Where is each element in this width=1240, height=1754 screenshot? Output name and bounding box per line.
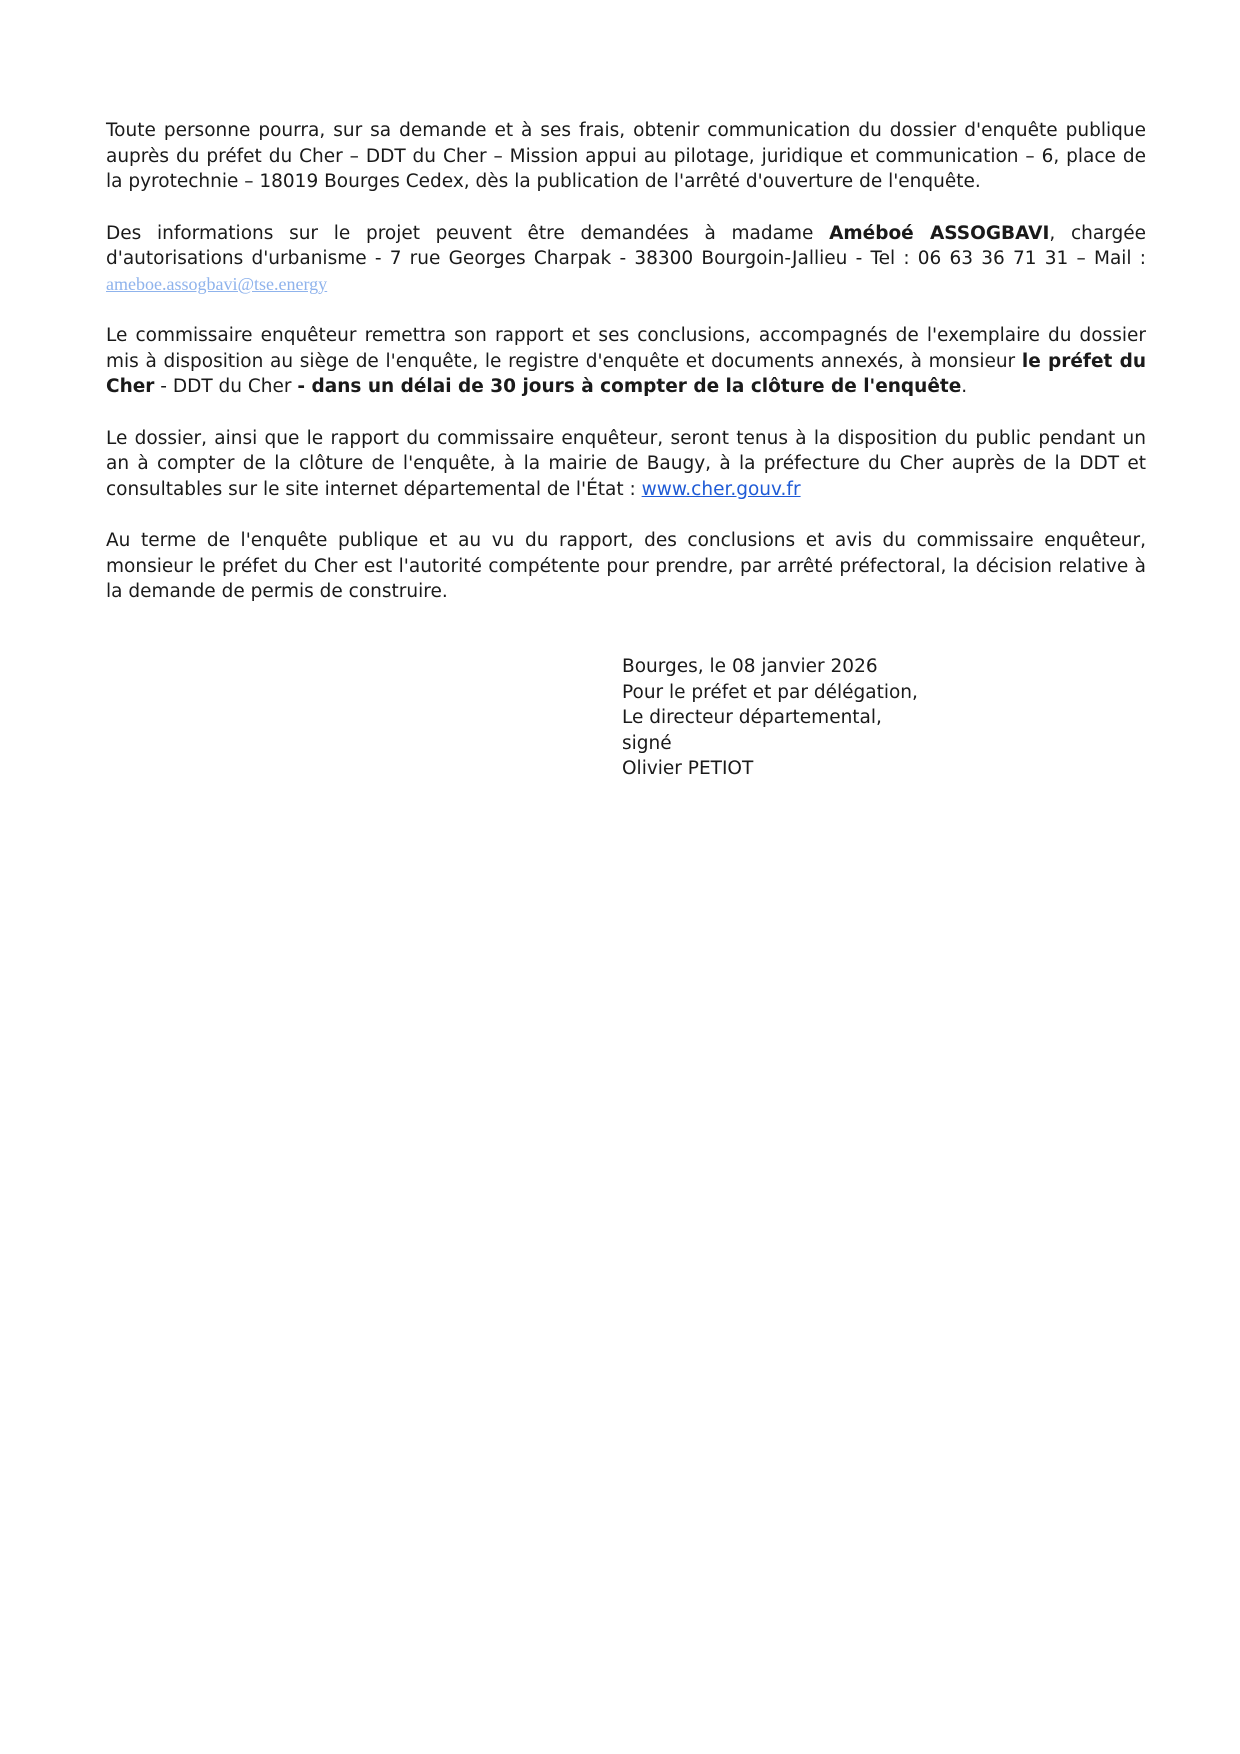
prefect-bold: le préfet du Cher	[106, 350, 1146, 397]
contact-details: , chargée d'autorisations d'urbanisme - 7 rue Georges Charpak - 38300 Bourgoin-Jallieu - Tel : 06 63 36 71 31 – Mail :	[106, 222, 1146, 269]
website-link[interactable]: www.cher.gouv.fr	[641, 478, 801, 500]
availability-text: Le dossier, ainsi que le rapport du commissaire enquêteur, seront tenus à la disposition du public pendant un an à compter de la clôture de l'enquête, à la mairie de Baugy, à la préfecture du Cher auprès de la DDT et consultables sur le site internet départemental de l'État :	[106, 427, 1146, 500]
ddt-text: - DDT du Cher	[154, 376, 298, 397]
signature-delegation: Pour le préfet et par délégation,	[622, 681, 918, 703]
decision-text: Au terme de l'enquête publique et au vu du rapport, des conclusions et avis du commissaire enquêteur, monsieur le préfet du Cher est l'autorité compétente pour prendre, par arrêté préfectoral, la décision relative à la demande de permis de construire.	[106, 530, 1146, 602]
paragraph-public-availability	[106, 426, 1146, 503]
paragraph-text: Toute personne pourra, sur sa demande et à ses frais, obtenir communication du dossier d'enquête publique auprès du préfet du Cher – DDT du Cher – Mission appui au pilotage, juridique et communication – 6, place de la pyrotechnie – 18019 Bourges Cedex, dès la publication de l'arrêté d'ouverture de l'enquête.	[106, 120, 1146, 192]
signature-place-date: Bourges, le 08 janvier 2026	[622, 656, 878, 677]
signature-signed: signé	[622, 732, 672, 754]
paragraph-project-contact	[106, 221, 1146, 298]
signature-role: Le directeur départemental,	[622, 707, 882, 728]
contact-name: Améboé ASSOGBAVI	[829, 222, 1050, 244]
document-body	[106, 118, 1146, 631]
signature-name: Olivier PETIOT	[622, 758, 754, 779]
report-text: Le commissaire enquêteur remettra son rapport et ses conclusions, accompagnés de l'exemplaire du dossier mis à disposition au siège de l'enquête, le registre d'enquête et documents annexés, à monsieur	[106, 325, 1146, 372]
email-link[interactable]: ameboe.assogbavi@tse.energy	[106, 273, 328, 294]
contact-intro: Des informations sur le projet peuvent être demandées à madame	[106, 222, 830, 244]
paragraph-dossier-communication	[106, 118, 1146, 195]
deadline-bold: - dans un délai de 30 jours à compter de la clôture de l'enquête	[297, 376, 962, 397]
paragraph-decision-authority	[106, 528, 1146, 605]
paragraph-report-submission	[106, 323, 1146, 400]
signature-block	[622, 654, 1122, 782]
report-end: .	[961, 376, 968, 397]
